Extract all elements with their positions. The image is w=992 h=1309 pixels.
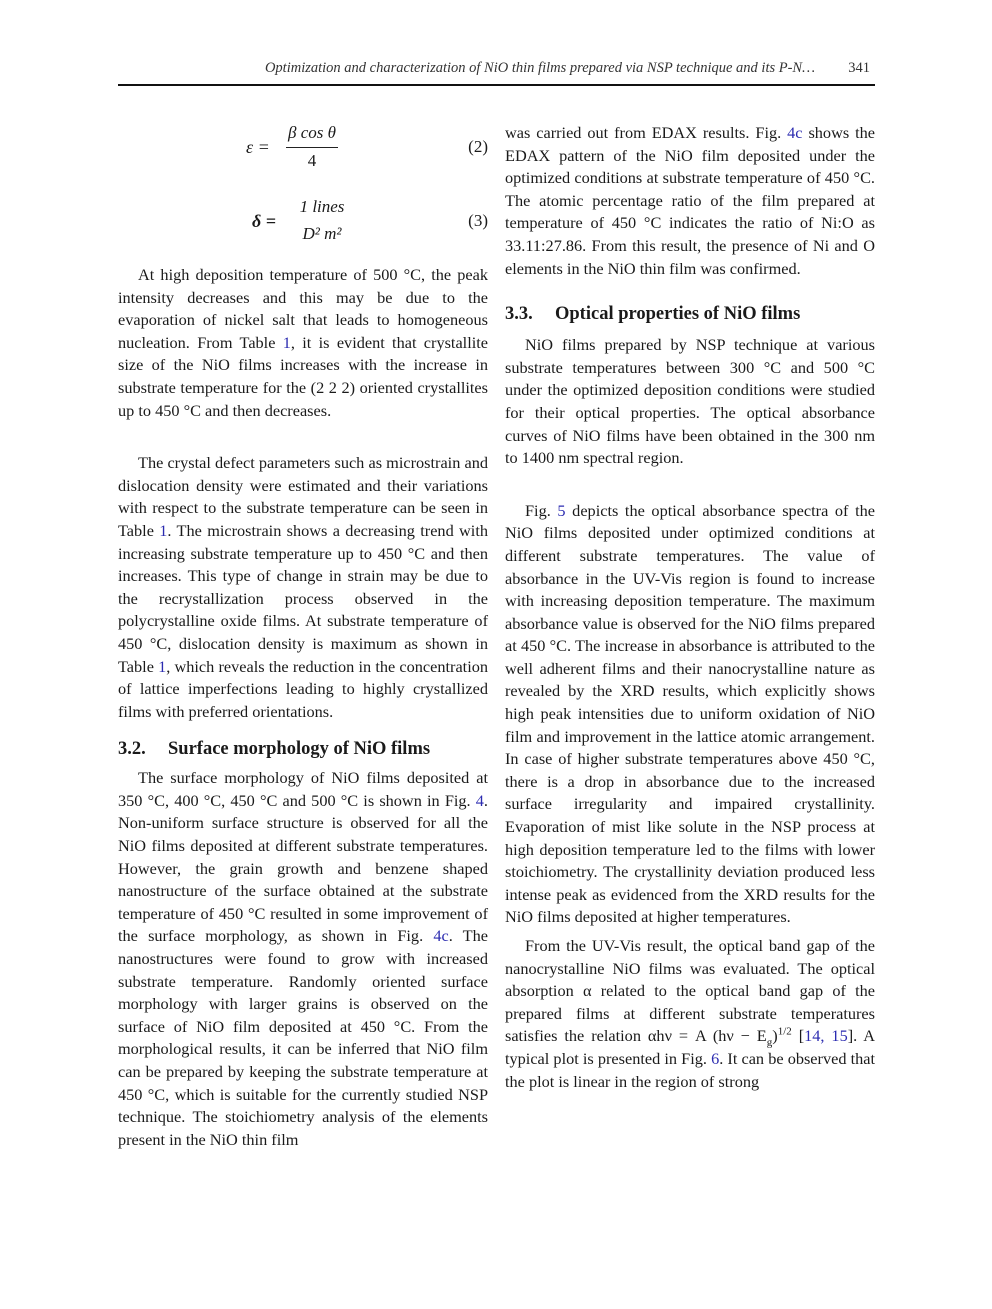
- equation-3-number: (3): [468, 211, 488, 230]
- equation-3-fraction: [290, 196, 354, 245]
- equation-2-number: (2): [468, 137, 488, 156]
- equation-2-denominator: 4: [307, 150, 317, 170]
- equation-2: [118, 122, 488, 186]
- header-rule: [118, 84, 875, 86]
- paragraph-absorbance-spectra: Fig. 5 depicts the optical absorbance spectra of the NiO films deposited under optimized conditions at different substrate temperatures. The value of absorbance in the UV-Vis region is found to increase with increasing deposition temperature. The maximum absorbance value is observed for the NiO films prepared at 450 °C. The increase in absorbance is attributed to the well adherent films and their nanocrystalline nature as revealed by the XRD results, which explicitly shows high peak intensities due to uniform oxidation of NiO film and improvement in the lattice atomic arrangement. In case of higher substrate temperatures above 450 °C, there is a drop in absorbance due to the increased surface irregularity and impaired crystallinity. Evaporation of mist like solute in the NSP process at high deposition temperature led to the films with lower stoichiometry. The crystallinity deviation produced less intense peak as evidenced from the XRD results for the NiO films deposited at higher temperatures.: [505, 500, 875, 927]
- right-column: [505, 122, 875, 1093]
- section-heading-3-3: 3.3. Optical properties of NiO films: [505, 304, 801, 325]
- figure-4-link[interactable]: 4: [475, 790, 484, 810]
- table-1-link[interactable]: 1: [158, 656, 167, 676]
- fraction-bar: [286, 147, 338, 148]
- figure-5-link[interactable]: 5: [557, 500, 566, 520]
- running-title: Optimization and characterization of NiO thin films prepared via NSP technique and its P-N…: [264, 60, 815, 76]
- equation-3-numerator: 1 lines: [299, 197, 345, 216]
- figure-4c-link[interactable]: 4c: [787, 123, 803, 142]
- equation-2-fraction: [286, 122, 338, 172]
- paragraph-band-gap: From the UV-Vis result, the optical band gap of the nanocrystalline NiO films was evaluated. The optical absorption α related to the optical band gap of the prepared films at different substrate temperatures satisfies the relation αhν = A $(h\nu - E_g)^{1/2}$ [14, 15]. A typical plot is presented in Fig. 6. It can be observed that the plot is linear in the region of strong: [505, 936, 876, 1091]
- equation-3: [118, 194, 488, 264]
- equation-3-lhs: δ =: [252, 211, 276, 231]
- table-1-link[interactable]: 1: [282, 332, 291, 352]
- citation-14-15-link[interactable]: 14, 15: [804, 1026, 848, 1046]
- figure-6-link[interactable]: 6: [711, 1048, 720, 1068]
- paragraph-surface-morphology: The surface morphology of NiO films deposited at 350 °C, 400 °C, 450 °C and 500 °C is shown in Fig. 4. Non-uniform surface structure is observed for all the NiO films deposited at different substrate temperatures. However, the grain growth and benzene shaped nanostructure of the surface obtained at the substrate temperature of 450 °C resulted in some improvement of the surface morphology, as shown in Fig. 4c. The nanostructures were found to grow with increased substrate temperature. Randomly oriented surface morphology with larger grains is observed on the surface of NiO film deposited at 450 °C. From the morphological results, it can be inferred that NiO film can be prepared by keeping the substrate temperature at 450 °C, which is suitable for the currently studied NSP technique. The stoichiometry analysis of the elements present in the NiO thin film: [118, 768, 488, 1149]
- paragraph-edax: was carried out from EDAX results. Fig. 4c shows the EDAX pattern of the NiO film deposited under the optimized conditions at substrate temperature of 450 °C. The atomic percentage ratio of the film prepared at temperature of 450 °C indicates the ratio of Ni:O as 33.11:27.86. From this result, the presence of Ni and O elements in the NiO thin film was confirmed.: [505, 123, 875, 278]
- running-head: [118, 60, 875, 82]
- section-heading-3-2: 3.2. Surface morphology of NiO films: [118, 739, 431, 760]
- left-column: [118, 122, 488, 1151]
- paragraph-crystal-defects: The crystal defect parameters such as microstrain and dislocation density were estimated and their variations with respect to the substrate temperature can be seen in Table 1. The microstrain shows a decreasing trend with increasing substrate temperature up to 450 °C and then increases. This type of change in strain may be due to the recrystallization process observed in the polycrystalline oxide films. At substrate temperature of 450 °C, dislocation density is maximum as shown in Table 1, which reveals the reduction in the concentration of lattice imperfections leading to highly crystallized films with preferred orientations.: [118, 453, 488, 721]
- equation-2-numerator: β cos θ: [288, 123, 336, 142]
- table-1-link[interactable]: 1: [159, 520, 168, 540]
- equation-2-lhs: ε =: [246, 137, 270, 157]
- figure-4c-link[interactable]: 4c: [433, 926, 449, 946]
- page-number: 341: [848, 60, 870, 76]
- equation-3-denominator: D² m²: [302, 223, 342, 243]
- paragraph-deposition-temperature: At high deposition temperature of 500 °C, the peak intensity decreases and this may be due to the evaporation of nickel salt that leads to homogeneous nucleation. From Table 1, it is evident that crystallite size of the NiO films increases with the increase in substrate temperature for the (2 2 2) oriented crystallites up to 450 °C and then decreases.: [118, 265, 488, 420]
- paragraph-optical-intro: NiO films prepared by NSP technique at various substrate temperatures between 300 °C and 500 °C under the optimized deposition conditions were studied for their optical properties. The optical absorbance curves of NiO films have been obtained in the 300 nm to 1400 nm spectral region.: [505, 335, 875, 468]
